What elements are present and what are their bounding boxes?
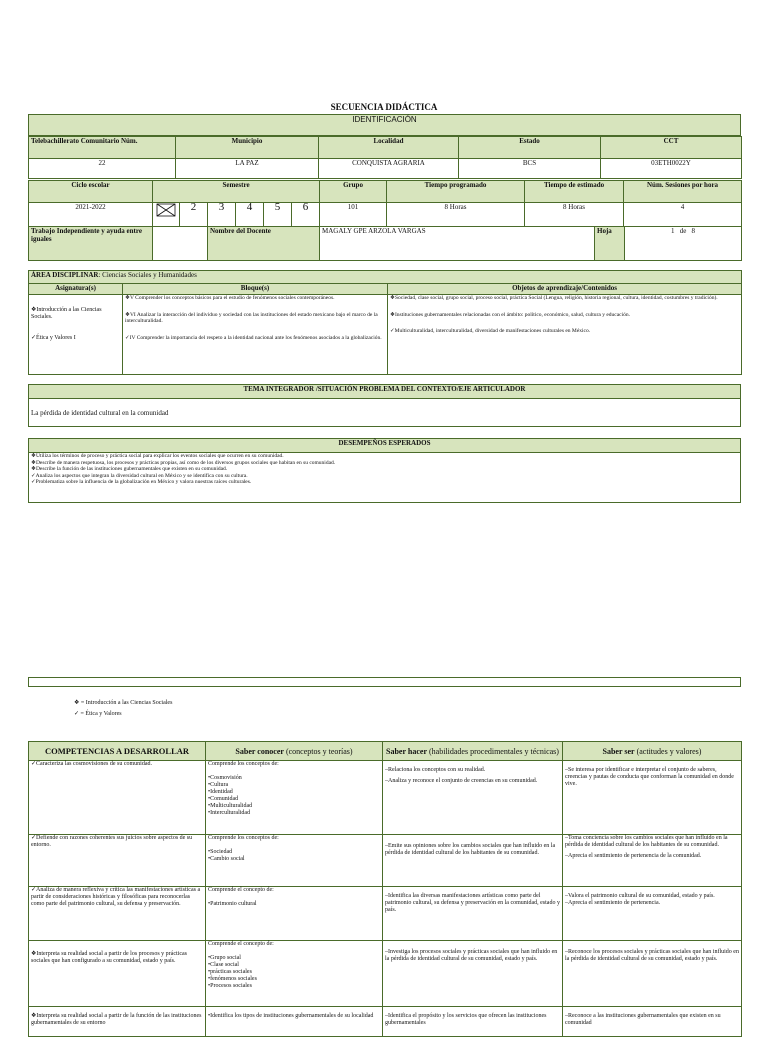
list-item: • Comunidad — [208, 796, 380, 803]
list-item: – Analiza y reconoce el conjunto de creencias en su comunidad. — [385, 778, 560, 785]
hoja-de: de — [679, 227, 687, 235]
list-item: • Interculturalidad — [208, 810, 380, 817]
list-item: – Identifica las diversas manifestaciones artísticas como parte del patrimonio cultural, su defensa y preservación en la comunidad, estado y país. — [385, 893, 560, 914]
header-saber-conocer — [206, 742, 383, 761]
tema-heading: TEMA INTEGRADOR /SITUACIÓN PROBLEMA DEL CONTEXTO/EJE ARTICULADOR — [29, 385, 741, 399]
hoja-total: 8 — [691, 227, 696, 235]
asignaturas-cell — [29, 295, 123, 375]
list-item: • Identidad — [208, 789, 380, 796]
objeto-3: ✓ Multiculturalidad, interculturalidad, diversidad de manifestaciones culturales en México. — [390, 328, 739, 335]
document-title: SECUENCIA DIDÁCTICA — [330, 102, 438, 112]
crossed-box-icon — [156, 203, 176, 217]
label-grupo: Grupo — [320, 181, 387, 203]
tema-table — [28, 384, 741, 427]
value-municipio: LA PAZ — [176, 159, 319, 179]
area-value: : Ciencias Sociales y Humanidades — [98, 271, 197, 279]
value-trabajo — [153, 227, 208, 261]
value-ciclo: 2021-2022 — [29, 203, 153, 227]
header-saber-conocer-sub: (conceptos y teorías) — [283, 746, 353, 756]
table-row — [29, 1007, 742, 1037]
identification-table — [28, 136, 742, 179]
desempeno-5: ✓ Problematiza sobre la influencia de la globalización en México y valora nuestras raíces culturales. — [31, 479, 738, 486]
list-item: • Sociedad — [208, 849, 380, 856]
value-tiempo-programado: 8 Horas — [387, 203, 525, 227]
value-estado: BCS — [459, 159, 601, 179]
area-disciplinar — [29, 271, 742, 284]
list-item: – Valora el patrimonio cultural de su comunidad, estado y país. — [565, 893, 739, 900]
list-item: – Identifica el propósito y los servicios que ofrecen las instituciones gubernamentales — [385, 1013, 560, 1027]
semestre-4: 4 — [236, 203, 264, 227]
header-saber-hacer — [383, 742, 563, 761]
docente-table — [28, 226, 742, 261]
label-estado: Estado — [459, 137, 601, 159]
competencia-4: ❖ Interpreta su realidad social a partir de los procesos y prácticas sociales que han configurado a su comunidad, estado y país. — [31, 951, 203, 965]
conocer-intro-3: Comprende el concepto de: — [208, 887, 274, 893]
empty-box — [28, 677, 741, 687]
list-item: – Reconoce a las instituciones gubernamentales que existen en su comunidad — [565, 1013, 739, 1027]
legend-item-1 — [74, 700, 172, 707]
label-municipio: Municipio — [176, 137, 319, 159]
header-saber-ser-title: Saber ser — [602, 746, 635, 756]
label-hoja: Hoja — [595, 227, 625, 261]
list-item: – Se interesa por identificar e interpretar el conjunto de saberes, creencias y pautas de conducta que conforman la comunidad en donde vive. — [565, 767, 739, 788]
competencia-2: ✓ Defiende con razones coherentes sus juicios sobre aspectos de su entorno. — [31, 835, 203, 849]
value-localidad: CONQUISTA AGRARIA — [319, 159, 459, 179]
list-item: • Grupo social — [208, 955, 380, 962]
list-item: • Multiculturalidad — [208, 803, 380, 810]
list-item: – Relaciona los conceptos con su realidad. — [385, 767, 560, 774]
list-item: • Clase social — [208, 962, 380, 969]
competencia-1: ✓ Caracteriza las cosmovisiones de su comunidad. — [31, 761, 203, 768]
desempeno-2: ❖ Describe de manera respetuosa, los procesos y prácticas propias, así como de los diversos grupos sociales que habitan en su comunidad. — [31, 460, 738, 467]
semestre-2: 2 — [180, 203, 208, 227]
ciclo-table — [28, 180, 742, 227]
list-item: – Aprecia el sentimiento de pertenencia. — [565, 900, 739, 907]
tema-text: La pérdida de identidad cultural en la comunidad — [29, 399, 741, 427]
objetos-cell — [388, 295, 742, 375]
bloque-1: ❖ V Comprender los conceptos básicos para el estudio de fenómenos sociales contemporáneos. — [125, 295, 385, 302]
label-ciclo: Ciclo escolar — [29, 181, 153, 203]
semestre-3: 3 — [208, 203, 236, 227]
header-saber-hacer-sub: (habilidades procedimentales y técnicas) — [427, 746, 559, 756]
bloque-3: ✓ IV Comprender la importancia del respeto a la identidad nacional ante los fenómenos asociados a la globalización. — [125, 335, 385, 342]
competencia-3: ✓ Analiza de manera reflexiva y crítica las manifestaciones artísticas a partir de consideraciones históricas y filosóficas para reconocerlas como parte del patrimonio cultural, su defensa y preservación. — [31, 887, 203, 908]
header-competencias: COMPETENCIAS A DESARROLLAR — [29, 742, 206, 761]
col-bloques: Bloque(s) — [123, 284, 388, 295]
legend-item-2 — [74, 711, 172, 718]
col-objetos: Objetos de aprendizaje/Contenidos — [388, 284, 742, 295]
area-table — [28, 270, 742, 375]
objeto-1: ❖ Sociedad, clase social, grupo social, proceso social, práctica Social (Lengua, religión, historia regional, cultura, identidad, costumbres y tradición). — [390, 295, 739, 302]
value-cct: 03ETH0022Y — [601, 159, 742, 179]
list-item: • Procesos sociales — [208, 983, 380, 990]
list-item: • Patrimonio cultural — [208, 901, 380, 908]
list-item: – Emite sus opiniones sobre los cambios sociales que han influido en la pérdida de identidad cultural de los habitantes de su comunidad. — [385, 843, 560, 857]
bloques-cell — [123, 295, 388, 375]
header-saber-conocer-title: Saber conocer — [235, 746, 284, 756]
desempeno-1: ❖ Utiliza los términos de proceso y práctica social para explicar los eventos sociales que ocurren en su comunidad. — [31, 453, 738, 460]
value-grupo: 101 — [320, 203, 387, 227]
asignatura-1: ❖ Introducción a las Ciencias Sociales. — [31, 307, 120, 321]
legend-item-2-text: = Ética y Valores — [80, 711, 122, 717]
header-saber-ser-sub: (actitudes y valores) — [634, 746, 702, 756]
label-sesiones: Núm. Sesiones por hora — [624, 181, 742, 203]
label-tiempo-estimado: Tiempo de estimado — [525, 181, 624, 203]
table-row — [29, 887, 742, 941]
conocer-intro-1: Comprende los conceptos de: — [208, 761, 279, 767]
list-item: • Cultura — [208, 782, 380, 789]
table-row — [29, 941, 742, 1007]
semestre-6: 6 — [292, 203, 320, 227]
objeto-2: ❖ Instituciones gubernamentales relacionadas con el ámbito: político, económico, salud, cultura y educación. — [390, 312, 739, 319]
table-row — [29, 761, 742, 835]
label-semestre: Semestre — [153, 181, 320, 203]
legend-item-1-text: = Introducción a las Ciencias Sociales — [80, 700, 173, 706]
label-docente: Nombre del Docente — [208, 227, 320, 261]
desempeno-4: ✓ Analiza los aspectos que integran la diversidad cultural en México y se identifica con su cultura. — [31, 473, 738, 480]
semestre-1-crossed — [153, 203, 180, 227]
list-item: • fenómenos sociales — [208, 976, 380, 983]
list-item: • Cambio social — [208, 856, 380, 863]
header-saber-ser — [563, 742, 742, 761]
label-trabajo: Trabajo Independiente y ayuda entre iguales — [29, 227, 153, 261]
competencias-table — [28, 741, 742, 1037]
legend — [74, 700, 172, 718]
hoja-num: 1 — [670, 227, 675, 235]
value-docente: MAGALY GPE ARZOLA VARGAS — [320, 227, 595, 261]
header-saber-hacer-title: Saber hacer — [386, 746, 427, 756]
value-hoja — [625, 227, 742, 261]
conocer-intro-4: Comprende el concepto de: — [208, 941, 274, 947]
col-asignatura: Asignatura(s) — [29, 284, 123, 295]
list-item: – Aprecia el sentimiento de pertenencia de la comunidad. — [565, 853, 739, 860]
list-item: • Cosmovisión — [208, 775, 380, 782]
list-item: – Investiga los procesos sociales y prácticas sociales que han influido en la pérdida de identidad cultural de su comunidad, estado y país. — [385, 949, 560, 963]
value-telebachillerato: 22 — [29, 159, 176, 179]
list-item: – Toma conciencia sobre los cambios sociales que han influido en la pérdida de identidad cultural de los habitantes de su comunidad. — [565, 835, 739, 849]
checkmark-icon: ✓ — [74, 711, 80, 717]
desempenos-list — [29, 453, 741, 503]
area-label: ÁREA DISCIPLINAR — [31, 271, 99, 279]
desempeno-3: ❖ Describe la función de las instituciones gubernamentales que existen en su comunidad. — [31, 466, 738, 473]
value-sesiones: 4 — [624, 203, 742, 227]
asignatura-2: ✓ Ética y Valores I — [31, 335, 120, 342]
list-item: • Identifica los tipos de instituciones gubernamentales de su localidad — [208, 1013, 380, 1020]
desempenos-heading: DESEMPEÑOS ESPERADOS — [29, 439, 741, 453]
value-tiempo-estimado: 8 Horas — [525, 203, 624, 227]
desempenos-table — [28, 438, 741, 503]
bloque-2: ❖ VI Analizar la interacción del individuo y sociedad con las instituciones del estado mexicano bajo el marco de la interculturalidad. — [125, 312, 385, 325]
table-row — [29, 835, 742, 887]
list-item: • prácticas sociales — [208, 969, 380, 976]
conocer-intro-2: Comprende los conceptos de: — [208, 835, 279, 841]
list-item: – Reconoce los procesos sociales y prácticas sociales que han influido en la pérdida de identidad cultural de su comunidad, estado y país. — [565, 949, 739, 963]
competencia-5: ❖ Interpreta su realidad social a partir de la función de las instituciones gubernamentales de su entorno — [31, 1013, 203, 1027]
semestre-5: 5 — [264, 203, 292, 227]
label-cct: CCT — [601, 137, 742, 159]
star-icon: ❖ — [74, 700, 80, 706]
identificacion-label: IDENTIFICACIÓN — [352, 115, 417, 124]
label-localidad: Localidad — [319, 137, 459, 159]
label-telebachillerato: Telebachillerato Comunitario Núm. — [29, 137, 176, 159]
identificacion-banner — [28, 114, 741, 136]
label-tiempo-programado: Tiempo programado — [387, 181, 525, 203]
